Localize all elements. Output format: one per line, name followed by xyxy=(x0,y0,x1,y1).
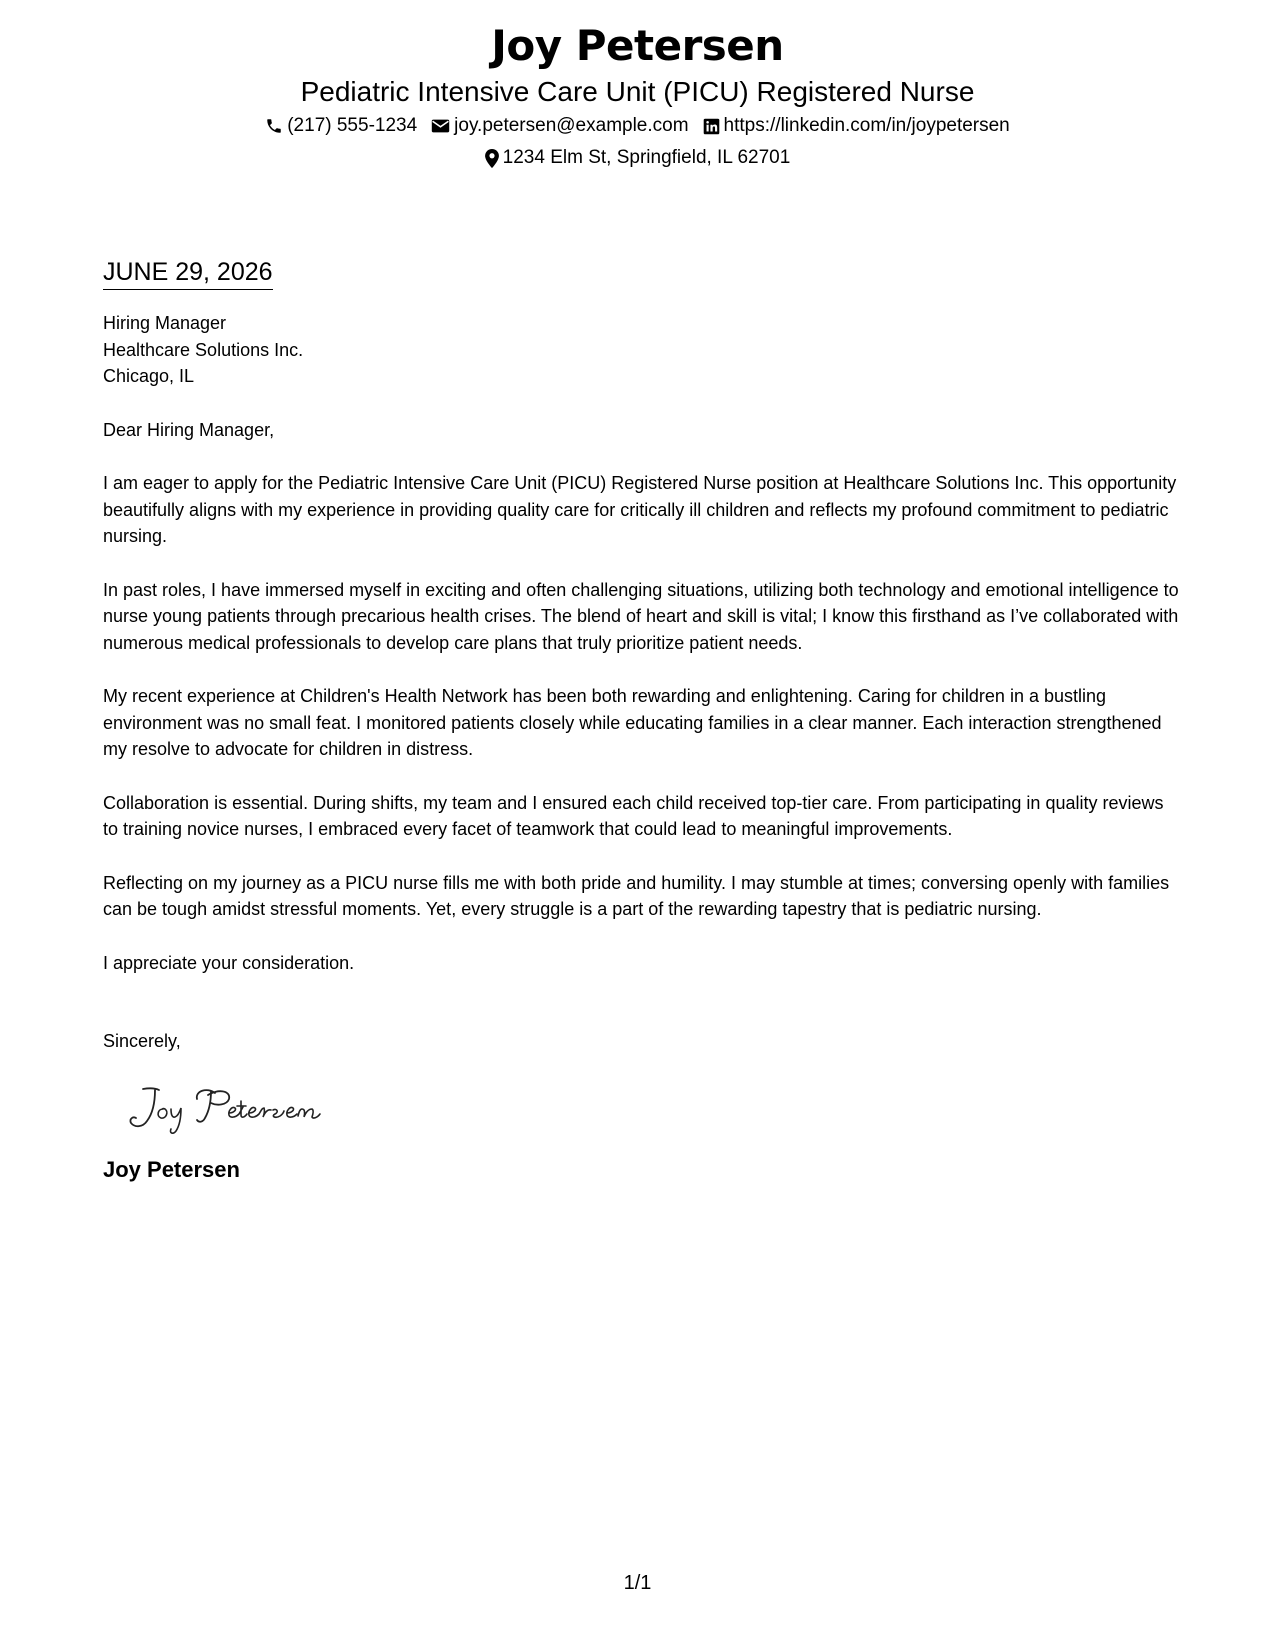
recipient-line: Chicago, IL xyxy=(103,366,195,386)
recipient-line: Healthcare Solutions Inc. xyxy=(103,339,304,360)
recipient-line: Hiring Manager xyxy=(103,313,227,333)
body-paragraph: I am eager to apply for the Pediatric Intensive Care Unit (PICU) Registered Nurse position at Healthcare Solutions Inc. This opportunity beautifully aligns with my experience in providing quality care for critically ill children and reflects my profound commitment to pediatric nursing. xyxy=(103,473,1177,546)
body-paragraph: Collaboration is essential. During shifts, my team and I ensured each child received top-tier care. From participating in quality reviews to training novice nurses, I embraced every facet of teamwork that could lead to meaningful improvements. xyxy=(103,792,1164,839)
body-paragraph: Reflecting on my journey as a PICU nurse fills me with both pride and humility. I may stumble at times; conversing openly with families can be tough amidst stressful moments. Yet, every struggle is a part of the rewarding tapestry that is pediatric nursing. xyxy=(103,872,1170,919)
address-contact xyxy=(485,142,791,174)
envelope-icon xyxy=(431,118,450,134)
signed-name: Joy Petersen xyxy=(103,1156,240,1182)
job-title: Pediatric Intensive Care Unit (PICU) Registered Nurse xyxy=(300,76,975,107)
linkedin-contact xyxy=(703,110,1010,142)
signature-image xyxy=(125,1081,345,1141)
email-address[interactable]: joy.petersen@example.com xyxy=(454,115,689,136)
email-contact xyxy=(431,110,688,142)
phone-contact xyxy=(265,110,417,142)
applicant-name: Joy Petersen xyxy=(491,21,784,70)
letter-header xyxy=(0,18,1275,174)
body-paragraph: In past roles, I have immersed myself in exciting and often challenging situations, utilizing both technology and emotional intelligence to nurse young patients through precarious health crises. The blend of heart and skill is vital; I know this firsthand as I’ve collaborated with numerous medical professionals to develop care plans that truly prioritize patient needs. xyxy=(103,579,1179,653)
body-paragraph: My recent experience at Children's Health Network has been both rewarding and enlightening. Caring for children in a bustling environment was no small feat. I monitored patients closely while educating families in a clear manner. Each interaction strengthened my resolve to advocate for children in distress. xyxy=(103,686,1162,759)
map-pin-icon xyxy=(485,149,499,168)
closing: Sincerely, xyxy=(103,1031,181,1051)
letter-date: JUNE 29, 2026 xyxy=(103,255,273,290)
phone-number: (217) 555-1234 xyxy=(287,115,418,136)
street-address: 1234 Elm St, Springfield, IL 62701 xyxy=(502,147,791,168)
recipient-block xyxy=(103,310,1183,390)
linkedin-url[interactable]: https://linkedin.com/in/joypetersen xyxy=(723,115,1010,136)
address-row xyxy=(0,142,1275,174)
letter-body xyxy=(103,255,1183,1185)
body-paragraph: I appreciate your consideration. xyxy=(103,952,355,973)
linkedin-icon xyxy=(703,118,720,135)
handwritten-signature xyxy=(125,1081,1183,1141)
salutation: Dear Hiring Manager, xyxy=(103,419,275,440)
phone-icon xyxy=(265,117,283,135)
contact-row xyxy=(0,110,1275,142)
page-number: 1/1 xyxy=(623,1572,652,1594)
